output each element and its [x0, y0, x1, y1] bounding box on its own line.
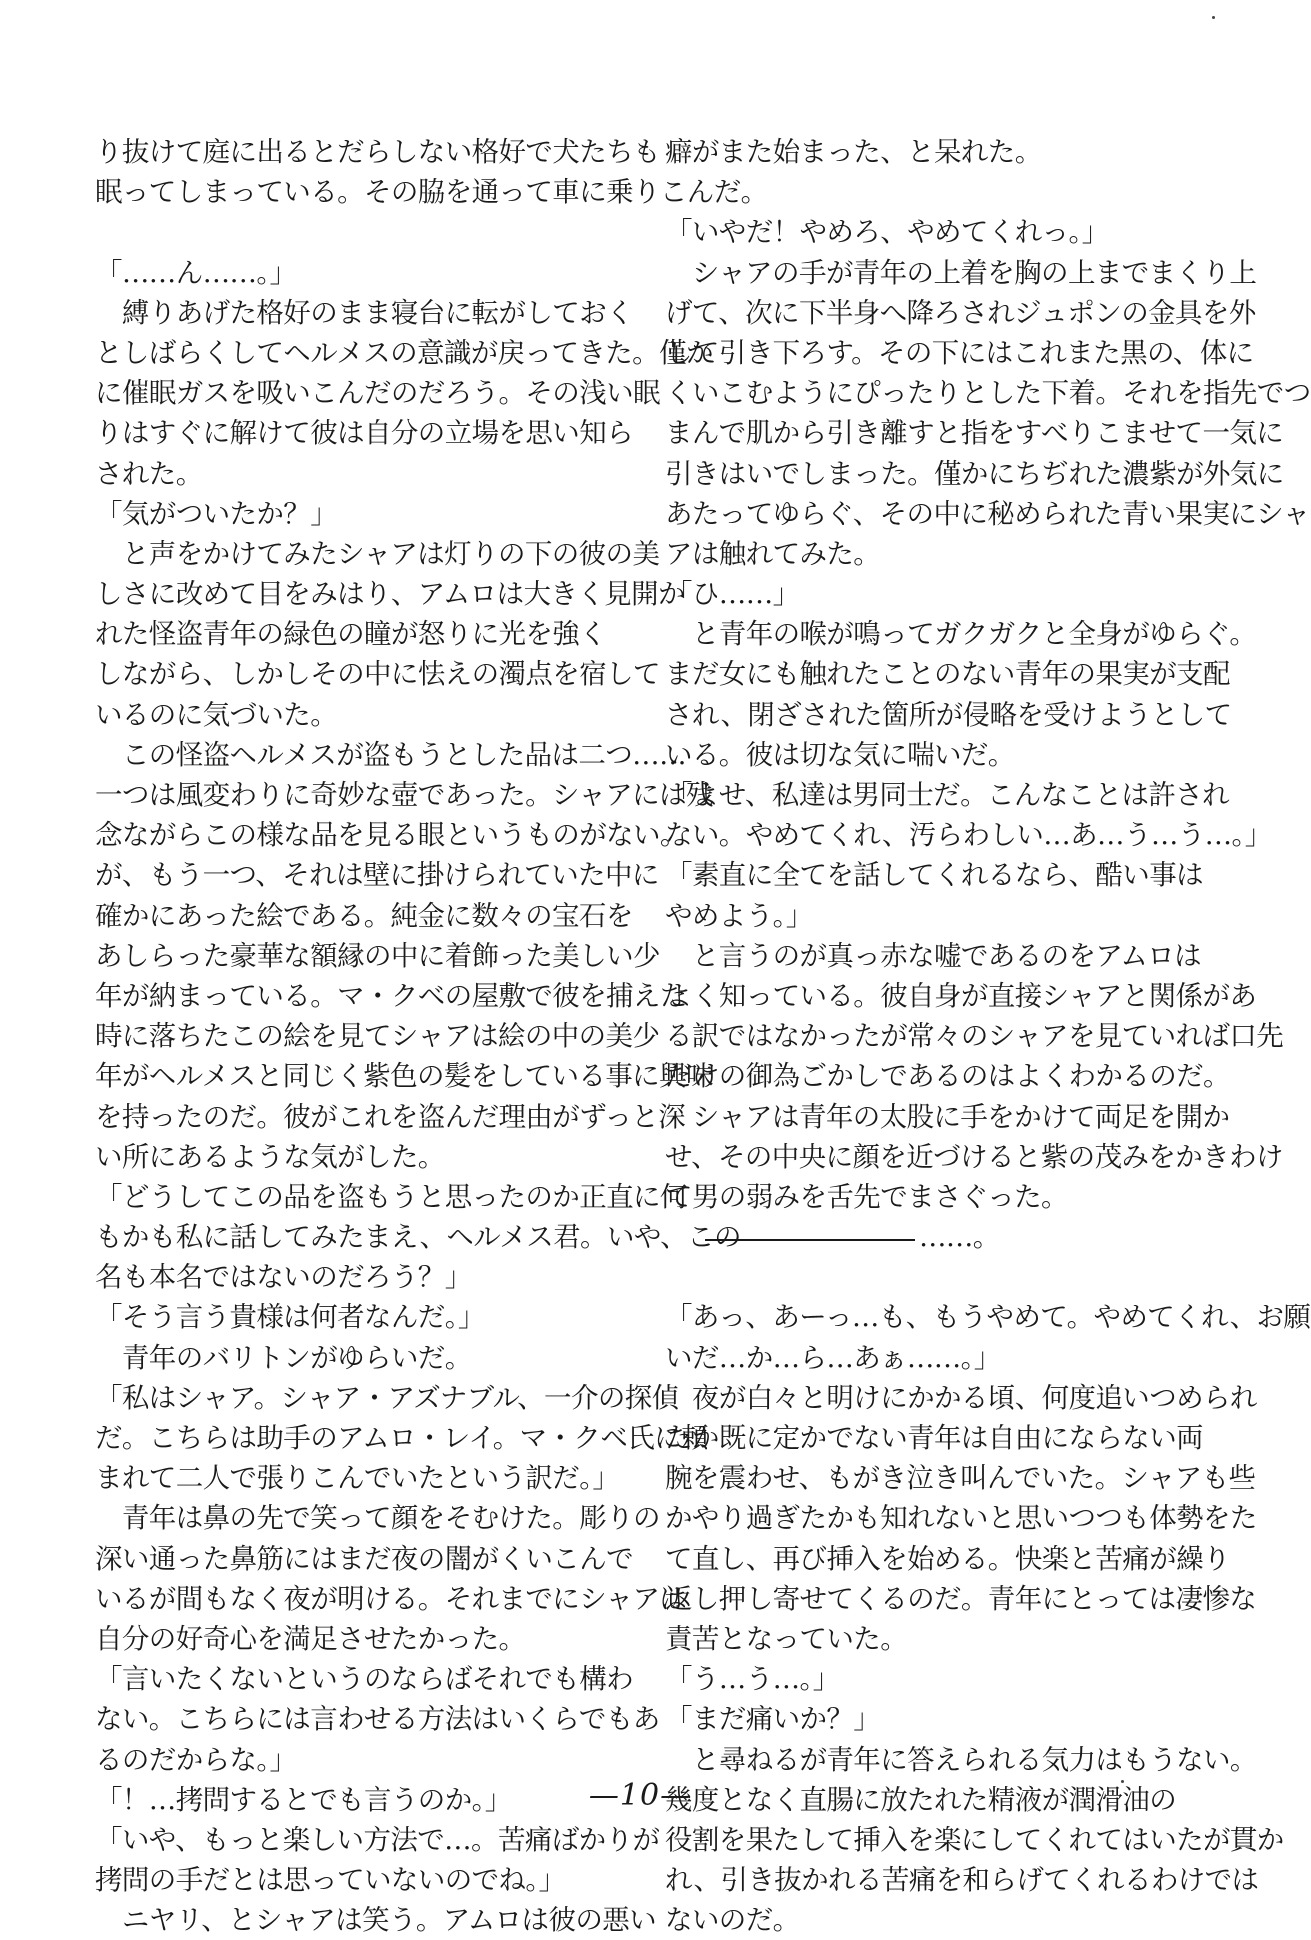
scene-divider: [665, 1217, 1220, 1257]
text-line: い所にあるような気がした。: [95, 1140, 445, 1173]
text-line: るのだからな。」: [95, 1743, 297, 1776]
right-text-column: [665, 132, 1311, 1940]
text-line: いる。彼は切な気に喘いだ。: [665, 738, 1015, 771]
text-line: いだ…か…ら…あぁ……。」: [665, 1341, 1001, 1374]
text-line: され、閉ざされた箇所が侵略を受けようとして: [665, 698, 1232, 731]
text-line: ニヤリ、とシャアは笑う。アムロは彼の悪い: [95, 1904, 657, 1937]
text-line: 役割を果たして挿入を楽にしてくれてはいたが貫か: [665, 1823, 1284, 1856]
text-line: れた怪盗青年の緑色の瞳が怒りに光を強く: [95, 618, 607, 651]
scan-speck: [1121, 1780, 1124, 1783]
text-line: 名も本名ではないのだろう？」: [95, 1261, 472, 1294]
text-line: 自分の好奇心を満足させたかった。: [95, 1622, 526, 1655]
text-line: この怪盗ヘルメスが盗もうとした品は二つ……: [95, 738, 686, 771]
text-line: シャアは青年の太股に手をかけて両足を開か: [665, 1100, 1230, 1133]
text-line: アは触れてみた。: [665, 537, 881, 570]
text-line: が、もう一つ、それは壁に掛けられていた中に: [95, 859, 659, 892]
text-line: 青年のバリトンがゆらいだ。: [95, 1341, 472, 1374]
text-line: 「どうしてこの品を盗もうと思ったのか正直に何: [95, 1180, 687, 1213]
text-line: 「いやだ！やめろ、やめてくれっ。」: [665, 216, 1109, 249]
text-line: 一つは風変わりに奇妙な壺であった。シャアには残: [95, 779, 713, 811]
text-line: としばらくしてヘルメスの意識が戻ってきた。僅か: [95, 336, 713, 369]
text-line: りはすぐに解けて彼は自分の立場を思い知ら: [95, 417, 633, 450]
text-line: 責苦となっていた。: [665, 1622, 908, 1655]
divider-rule: [705, 1239, 915, 1241]
text-line: 幾度となく直腸に放たれた精液が潤滑油の: [665, 1783, 1177, 1816]
text-line: 確かにあった絵である。純金に数々の宝石を: [95, 899, 633, 932]
text-line: と言うのが真っ赤な嘘であるのをアムロは: [665, 939, 1202, 972]
text-line: 眠ってしまっている。その脇を通って車に乗りこんだ。: [95, 176, 768, 209]
page-number: —10—: [588, 1778, 692, 1813]
text-line: まだ女にも触れたことのない青年の果実が支配: [665, 658, 1230, 691]
right-column-first-scene: [665, 132, 1311, 1217]
text-line: 「いや、もっと楽しい方法で…。苦痛ばかりが: [95, 1823, 660, 1856]
text-line: シャアの手が青年の上着を胸の上までまくり上: [665, 256, 1257, 289]
text-line: やめよう。」: [665, 899, 813, 932]
text-line: を持ったのだ。彼がこれを盗んだ理由がずっと深: [95, 1100, 686, 1133]
text-line: もかも私に話してみたまえ、ヘルメス君。いや、この: [95, 1221, 741, 1254]
text-line: して引き下ろす。その下にはこれまた黒の、体に: [665, 336, 1254, 369]
text-line: くいこむようにぴったりとした下着。それを指先でつ: [665, 377, 1311, 410]
text-line: 「あっ、あーっ…も、もうやめて。やめてくれ、お願: [665, 1301, 1311, 1334]
text-line: 「言いたくないというのならばそれでも構わ: [95, 1663, 633, 1696]
text-line: いるのに気づいた。: [95, 698, 338, 731]
text-line: 「ひ……」: [665, 578, 800, 611]
text-line: まんで肌から引き離すと指をすべりこませて一気に: [665, 417, 1284, 450]
text-line: 時に落ちたこの絵を見てシャアは絵の中の美少: [95, 1020, 660, 1053]
text-line: 念ながらこの様な品を見る眼というものがない。: [95, 819, 687, 852]
text-line: 「……ん……。」: [95, 256, 297, 289]
text-line: ない。こちらには言わせる方法はいくらでもあ: [95, 1703, 660, 1736]
text-line: げて、次に下半身へ降ろされジュポンの金具を外: [665, 296, 1256, 329]
text-line: 腕を震わせ、もがき泣き叫んでいた。シャアも些: [665, 1462, 1256, 1495]
text-line: いるが間もなく夜が明ける。それまでにシャアは: [95, 1582, 687, 1615]
text-line: 深い通った鼻筋にはまだ夜の闇がくいこんで: [95, 1542, 633, 1575]
text-line: しながら、しかしその中に怯えの濁点を宿して: [95, 658, 660, 691]
text-line: せ、その中央に顔を近づけると紫の茂みをかきわけ: [665, 1140, 1283, 1173]
text-line: に催眠ガスを吸いこんだのだろう。その浅い眠: [95, 377, 660, 410]
text-line: 引きはいでしまった。僅かにちぢれた濃紫が外気に: [665, 457, 1284, 490]
divider-dots: ……。: [919, 1221, 1000, 1254]
text-line: 「そう言う貴様は何者なんだ。」: [95, 1301, 485, 1334]
text-line: たか既に定かでない青年は自由にならない両: [665, 1422, 1203, 1454]
text-line: 夜が白々と明けにかかる頃、何度追いつめられ: [665, 1381, 1257, 1414]
text-line: しさに改めて目をみはり、アムロは大きく見開か: [95, 578, 685, 611]
text-line: て直し、再び挿入を始める。快楽と苦痛が繰り: [665, 1542, 1230, 1575]
text-line: まれて二人で張りこんでいたという訳だ。」: [95, 1462, 620, 1495]
text-line: と尋ねるが青年に答えられる気力はもうない。: [665, 1743, 1257, 1776]
text-line: 拷問の手だとは思っていないのでね。」: [95, 1864, 566, 1897]
text-line: だけの御為ごかしであるのはよくわかるのだ。: [665, 1060, 1230, 1093]
text-line: 「う…う…。」: [665, 1663, 840, 1696]
text-line: よく知っている。彼自身が直接シャアと関係があ: [665, 979, 1257, 1012]
text-line: 「気がついたか？」: [95, 497, 338, 530]
scan-speck: [1212, 16, 1215, 19]
text-line: だ。こちらは助手のアムロ・レイ。マ・クベ氏に頼: [95, 1422, 708, 1454]
text-line: ないのだ。: [665, 1904, 800, 1937]
text-line: された。: [95, 457, 203, 490]
text-line: ない。やめてくれ、汚らわしい…あ…う…う…。」: [665, 819, 1272, 852]
text-line: 「私はシャア。シャア・アズナブル、一介の探偵: [95, 1381, 679, 1414]
text-line: る訳ではなかったが常々のシャアを見ていれば口先: [665, 1020, 1284, 1053]
blank-line: [95, 212, 650, 252]
text-line: れ、引き抜かれる苦痛を和らげてくれるわけでは: [665, 1864, 1259, 1897]
text-line: り抜けて庭に出るとだらしない格好で犬たちも: [95, 136, 660, 168]
text-line: あしらった豪華な額縁の中に着飾った美しい少: [95, 939, 660, 972]
text-line: 「！…拷問するとでも言うのか。」: [95, 1783, 512, 1816]
text-line: 「まだ痛いか？」: [665, 1703, 881, 1736]
text-line: 縛りあげた格好のまま寝台に転がしておく: [95, 296, 633, 329]
text-line: 年が納まっている。マ・クベの屋敷で彼を捕えた: [95, 979, 687, 1012]
text-line: 「よせ、私達は男同士だ。こんなことは許され: [665, 779, 1230, 811]
text-line: 「素直に全てを話してくれるなら、酷い事は: [665, 859, 1203, 892]
text-line: かやり過ぎたかも知れないと思いつつも体勢をた: [665, 1502, 1257, 1535]
text-line: 青年は鼻の先で笑って顔をそむけた。彫りの: [95, 1502, 660, 1535]
text-line: 返し押し寄せてくるのだ。青年にとっては凄惨な: [665, 1582, 1257, 1615]
text-line: あたってゆらぐ、その中に秘められた青い果実にシャ: [665, 497, 1310, 530]
blank-line: [665, 172, 1220, 212]
right-column-second-scene: [665, 1297, 1311, 1940]
text-line: 癖がまた始まった、と呆れた。: [665, 136, 1042, 168]
scene-gap: [665, 1257, 1220, 1297]
text-line: 年がヘルメスと同じく紫色の髪をしている事に興味: [95, 1060, 713, 1093]
text-line: と声をかけてみたシャアは灯りの下の彼の美: [95, 537, 660, 570]
text-line: て男の弱みを舌先でまさぐった。: [665, 1180, 1068, 1213]
text-line: と青年の喉が鳴ってガクガクと全身がゆらぐ。: [665, 618, 1257, 651]
